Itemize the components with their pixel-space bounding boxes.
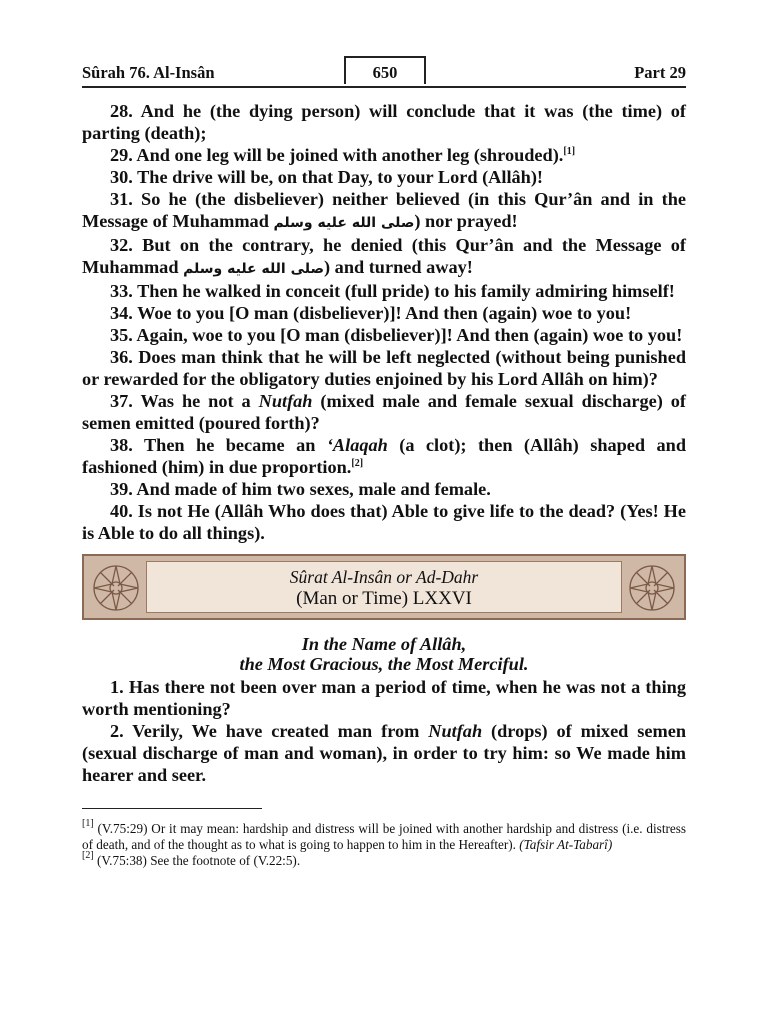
footnote-divider [82, 808, 262, 809]
verse-text: 30. The drive will be, on that Day, to your Lord (Allâh)! [110, 167, 544, 187]
page-header [82, 56, 686, 88]
page-number: 650 [344, 56, 426, 84]
verse-text: 37. Was he not a [110, 391, 259, 411]
verse [82, 434, 686, 478]
verse-text: 28. And he (the dying person) will conclude that it was (the time) of parting (death); [82, 101, 686, 143]
part-label: Part 29 [634, 63, 686, 82]
footnote-source: (Tafsir At-Tabarî) [519, 837, 613, 852]
verse-term: ‘Alaqah [326, 435, 388, 455]
verse [82, 324, 686, 346]
verse-text: 39. And made of him two sexes, male and female. [110, 479, 491, 499]
verse [82, 166, 686, 188]
verse-text: 40. Is not He (Allâh Who does that) Able to give life to the dead? (Yes! He is Able to do all things). [82, 501, 686, 543]
verse-text: 36. Does man think that he will be left neglected (without being punished or rewarded for the obligatory duties enjoined by his Lord Allâh on him)? [82, 347, 686, 389]
verse-text: (drops) of mixed semen (sexual discharge of man and woman), in order to try him: so We made him hearer and seer. [82, 721, 686, 785]
verse [82, 720, 686, 786]
verses-top [82, 100, 686, 544]
verse [82, 100, 686, 144]
verses-bottom [82, 676, 686, 786]
basmala-line1: In the Name of Allâh, [301, 634, 467, 654]
footnote [82, 818, 686, 853]
arabic-salutation: صلى الله عليه وسلم [183, 261, 325, 277]
footnote-text: (V.75:29) Or it may mean: hardship and distress will be joined with another hardship and distress (i.e. distress of death, and of the thought as to what is going to happen to him in the Hereafter). [82, 821, 686, 852]
rosette-ornament-icon [90, 562, 142, 614]
surah-banner [82, 554, 686, 620]
verse-text: 35. Again, woe to you [O man (disbeliever)]! And then (again) woe to you! [110, 325, 683, 345]
banner-title-box [146, 561, 622, 613]
arabic-salutation: صلى الله عليه وسلم [273, 215, 415, 231]
verse [82, 234, 686, 280]
verse [82, 346, 686, 390]
verse-text: 1. Has there not been over man a period of time, when he was not a thing worth mentioning? [82, 677, 686, 719]
verse-text: 38. Then he became an [110, 435, 327, 455]
verse [82, 144, 686, 166]
surah-name: Sûrat Al-Insân or Ad-Dahr [289, 567, 479, 587]
footnote-ref: [1] [563, 146, 576, 157]
verse [82, 390, 686, 434]
verse-text: 31. So he (the disbeliever) neither believed (in this Qur’ân and in the Message of Muhammad [82, 189, 686, 231]
verse [82, 280, 686, 302]
footnote-ref: [2] [351, 458, 364, 469]
verse-text: ) nor prayed! [414, 211, 518, 231]
verse-text: 33. Then he walked in conceit (full pride) to his family admiring himself! [110, 281, 675, 301]
rosette-ornament-icon [626, 562, 678, 614]
verse [82, 302, 686, 324]
footnote-mark: [1] [82, 818, 94, 829]
verse-text: (mixed male and female sexual discharge) of semen emitted (poured forth)? [82, 391, 686, 433]
footnote-text: (V.75:38) See the footnote of (V.22:5). [93, 853, 301, 868]
footnotes [82, 818, 686, 869]
verse-text: ) and turned away! [324, 257, 473, 277]
footnote-mark: [2] [82, 850, 94, 861]
verse-text: 29. And one leg will be joined with another leg (shrouded). [110, 145, 564, 165]
verse-text: 32. But on the contrary, he denied (this Qur’ân and the Message of Muhammad [82, 235, 686, 277]
verse-text: (a clot); then (Allâh) shaped and fashioned (him) in due proportion. [82, 435, 686, 477]
footnote [82, 850, 686, 869]
quran-page [82, 56, 686, 869]
verse [82, 478, 686, 500]
verse [82, 188, 686, 234]
verse-text: 2. Verily, We have created man from [110, 721, 429, 741]
verse [82, 676, 686, 720]
verse-term: Nutfah [428, 721, 483, 741]
verse [82, 500, 686, 544]
surah-subtitle: (Man or Time) LXXVI [296, 588, 472, 609]
verse-term: Nutfah [258, 391, 313, 411]
basmala-line2: the Most Gracious, the Most Merciful. [239, 654, 529, 674]
verse-text: 34. Woe to you [O man (disbeliever)]! And then (again) woe to you! [110, 303, 632, 323]
surah-title: Sûrah 76. Al-Insân [82, 63, 215, 82]
